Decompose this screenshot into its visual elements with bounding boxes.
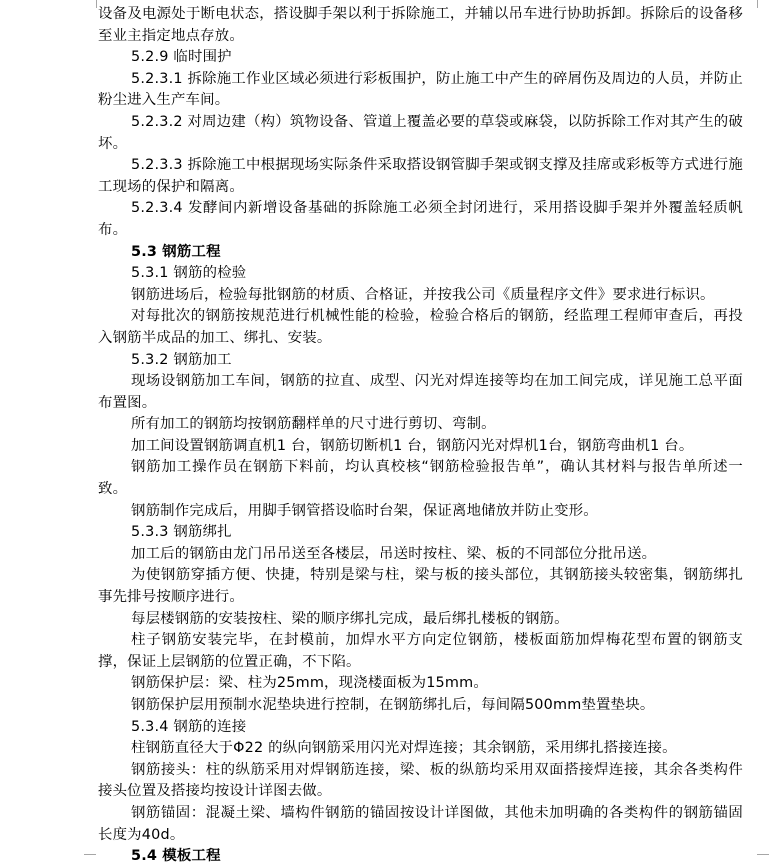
paragraph: 每层楼钢筋的安装按柱、梁的顺序绑扎完成，最后绑扎楼板的钢筋。 bbox=[131, 610, 569, 627]
paragraph: 钢筋锚固：混凝土梁、墙构件钢筋的锚固按设计详图做，其他未加明确的各类构件的钢筋锚固长度为40d。 bbox=[98, 804, 743, 843]
subsection-heading: 5.3.2 钢筋加工 bbox=[131, 351, 232, 368]
paragraph: 5.2.3.2 对周边建（构）筑物设备、管道上覆盖必要的草袋或麻袋，以防拆除工作对其产生的破坏。 bbox=[98, 113, 743, 152]
paragraph: 柱钢筋直径大于Φ22 的纵向钢筋采用闪光对焊连接；其余钢筋，采用绑扎搭接连接。 bbox=[131, 740, 677, 757]
page-corner-mark bbox=[757, 0, 758, 8]
page-corner-mark bbox=[96, 0, 97, 8]
paragraph: 钢筋进场后，检验每批钢筋的材质、合格证，并按我公司《质量程序文件》要求进行标识。 bbox=[131, 286, 715, 303]
paragraph: 钢筋接头：柱的纵筋采用对焊钢筋连接，梁、板的纵筋均采用双面搭接焊连接，其余各类构件接头位置及搭接均按设计详图去做。 bbox=[98, 761, 743, 800]
section-heading: 5.3 钢筋工程 bbox=[131, 243, 221, 260]
page-corner-mark bbox=[757, 854, 769, 855]
paragraph: 现场设钢筋加工车间，钢筋的拉直、成型、闪光对焊连接等均在加工间完成，详见施工总平面布置图。 bbox=[98, 373, 743, 411]
paragraph: 加工间设置钢筋调直机1 台，钢筋切断机1 台，钢筋闪光对焊机1台，钢筋弯曲机1 台。 bbox=[131, 437, 694, 454]
paragraph: 钢筋加工操作员在钢筋下料前，均认真校核“钢筋检验报告单”，确认其材料与报告单所述一致。 bbox=[98, 459, 743, 498]
subsection-heading: 5.3.4 钢筋的连接 bbox=[131, 718, 247, 735]
paragraph: 钢筋制作完成后，用脚手钢管搭设临时台架，保证离地储放并防止变形。 bbox=[131, 502, 598, 519]
document-body bbox=[98, 4, 743, 868]
paragraph: 为使钢筋穿插方便、快捷，特别是梁与柱，梁与板的接头部位，其钢筋接头较密集，钢筋绑扎事先排号按顺序进行。 bbox=[98, 567, 743, 606]
paragraph: 所有加工的钢筋均按钢筋翻样单的尺寸进行剪切、弯制。 bbox=[131, 416, 496, 433]
paragraph: 5.2.3.3 拆除施工中根据现场实际条件采取搭设钢管脚手架或钢支撑及挂席或彩板等方式进行施工现场的保护和隔离。 bbox=[98, 157, 743, 195]
paragraph: 设备及电源处于断电状态，搭设脚手架以利于拆除施工，并辅以吊车进行协助拆卸。拆除后的设备移至业主指定地点存放。 bbox=[98, 6, 743, 44]
paragraph: 钢筋保护层：梁、柱为25mm，现浇楼面板为15mm。 bbox=[131, 675, 488, 692]
paragraph: 加工后的钢筋由龙门吊吊送至各楼层，吊送时按柱、梁、板的不同部位分批吊送。 bbox=[131, 545, 657, 562]
paragraph: 5.2.3.4 发酵间内新增设备基础的拆除施工必须全封闭进行，采用搭设脚手架并外覆盖轻质帆布。 bbox=[98, 200, 743, 238]
paragraph: 5.2.3.1 拆除施工作业区域必须进行彩板围护，防止施工中产生的碎屑伤及周边的人员，并防止粉尘进入生产车间。 bbox=[98, 70, 743, 109]
paragraph: 柱子钢筋安装完毕，在封模前，加焊水平方向定位钢筋，楼板面筋加焊梅花型布置的钢筋支撑，保证上层钢筋的位置正确，不下陷。 bbox=[98, 632, 743, 670]
paragraph: 对每批次的钢筋按规范进行机械性能的检验，检验合格后的钢筋，经监理工程师审查后，再投入钢筋半成品的加工、绑扎、安装。 bbox=[98, 308, 743, 346]
subsection-heading: 5.3.1 钢筋的检验 bbox=[131, 265, 247, 282]
subsection-heading: 5.2.9 临时围护 bbox=[131, 49, 232, 66]
subsection-heading: 5.3.3 钢筋绑扎 bbox=[131, 524, 232, 541]
paragraph: 钢筋保护层用预制水泥垫块进行控制，在钢筋绑扎后，每间隔500mm垫置垫块。 bbox=[131, 697, 655, 713]
page-corner-mark bbox=[84, 854, 96, 855]
section-heading: 5.4 模板工程 bbox=[131, 848, 221, 865]
